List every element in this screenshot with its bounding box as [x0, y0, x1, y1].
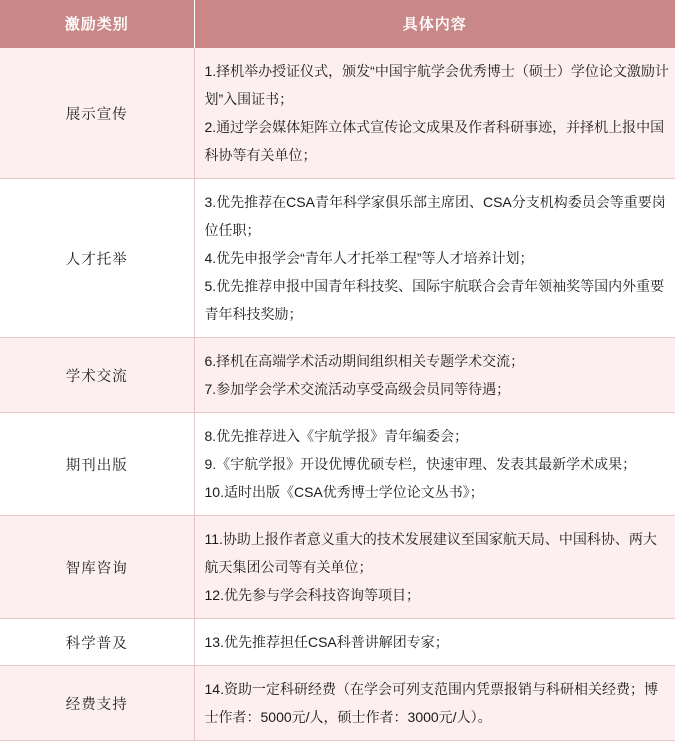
content-line: 12.优先参与学会科技咨询等项目；: [204, 587, 420, 603]
content-line: 4.优先申报学会“青年人才托举工程”等人才培养计划；: [204, 250, 534, 266]
column-header-content: 具体内容: [194, 0, 675, 48]
content-line: 9.《宇航学报》开设优博优硕专栏，快速审理、发表其最新学术成果；: [204, 456, 637, 472]
content-line: 13.优先推荐担任CSA科普讲解团专家；: [204, 634, 449, 650]
content-line: 10.适时出版《CSA优秀博士学位论文丛书》；: [204, 484, 484, 500]
column-header-category: 激励类别: [0, 0, 194, 48]
cell-category: 智库咨询: [0, 516, 194, 619]
cell-content: [194, 666, 675, 741]
content-line: 5.优先推荐申报中国青年科技奖、国际宇航联合会青年领袖奖等国内外重要青年科技奖励；: [204, 278, 665, 322]
table-row: [0, 179, 675, 338]
table-row: [0, 338, 675, 413]
content-line: 1.择机举办授证仪式，颁发“中国宇航学会优秀博士（硕士）学位论文激励计划”入围证书；: [204, 63, 669, 107]
cell-content: [194, 338, 675, 413]
table-row: [0, 413, 675, 516]
content-line: 6.择机在高端学术活动期间组织相关专题学术交流；: [204, 353, 525, 369]
cell-category: 人才托举: [0, 179, 194, 338]
table-header-row: [0, 0, 675, 48]
cell-content: [194, 516, 675, 619]
content-line: 8.优先推荐进入《宇航学报》青年编委会；: [204, 428, 469, 444]
cell-content: [194, 48, 675, 179]
cell-category: 科学普及: [0, 619, 194, 666]
table-row: [0, 516, 675, 619]
cell-category: 期刊出版: [0, 413, 194, 516]
cell-category: 学术交流: [0, 338, 194, 413]
content-line: 11.协助上报作者意义重大的技术发展建议至国家航天局、中国科协、两大航天集团公司等有关单位；: [204, 531, 657, 575]
cell-content: [194, 179, 675, 338]
cell-content: [194, 413, 675, 516]
table-row: [0, 666, 675, 741]
content-line: 7.参加学会学术交流活动享受高级会员同等待遇；: [204, 381, 511, 397]
table-row: [0, 48, 675, 179]
cell-category: 展示宣传: [0, 48, 194, 179]
content-line: 14.资助一定科研经费（在学会可列支范围内凭票报销与科研相关经费；博士作者：5000元/人，硕士作者：3000元/人）。: [204, 681, 658, 725]
table-body: [0, 48, 675, 741]
content-line: 3.优先推荐在CSA青年科学家俱乐部主席团、CSA分支机构委员会等重要岗位任职；: [204, 194, 666, 238]
cell-content: [194, 619, 675, 666]
cell-category: 经费支持: [0, 666, 194, 741]
content-line: 2.通过学会媒体矩阵立体式宣传论文成果及作者科研事迹，并择机上报中国科协等有关单位；: [204, 119, 665, 163]
table-header: [0, 0, 675, 48]
table-row: [0, 619, 675, 666]
